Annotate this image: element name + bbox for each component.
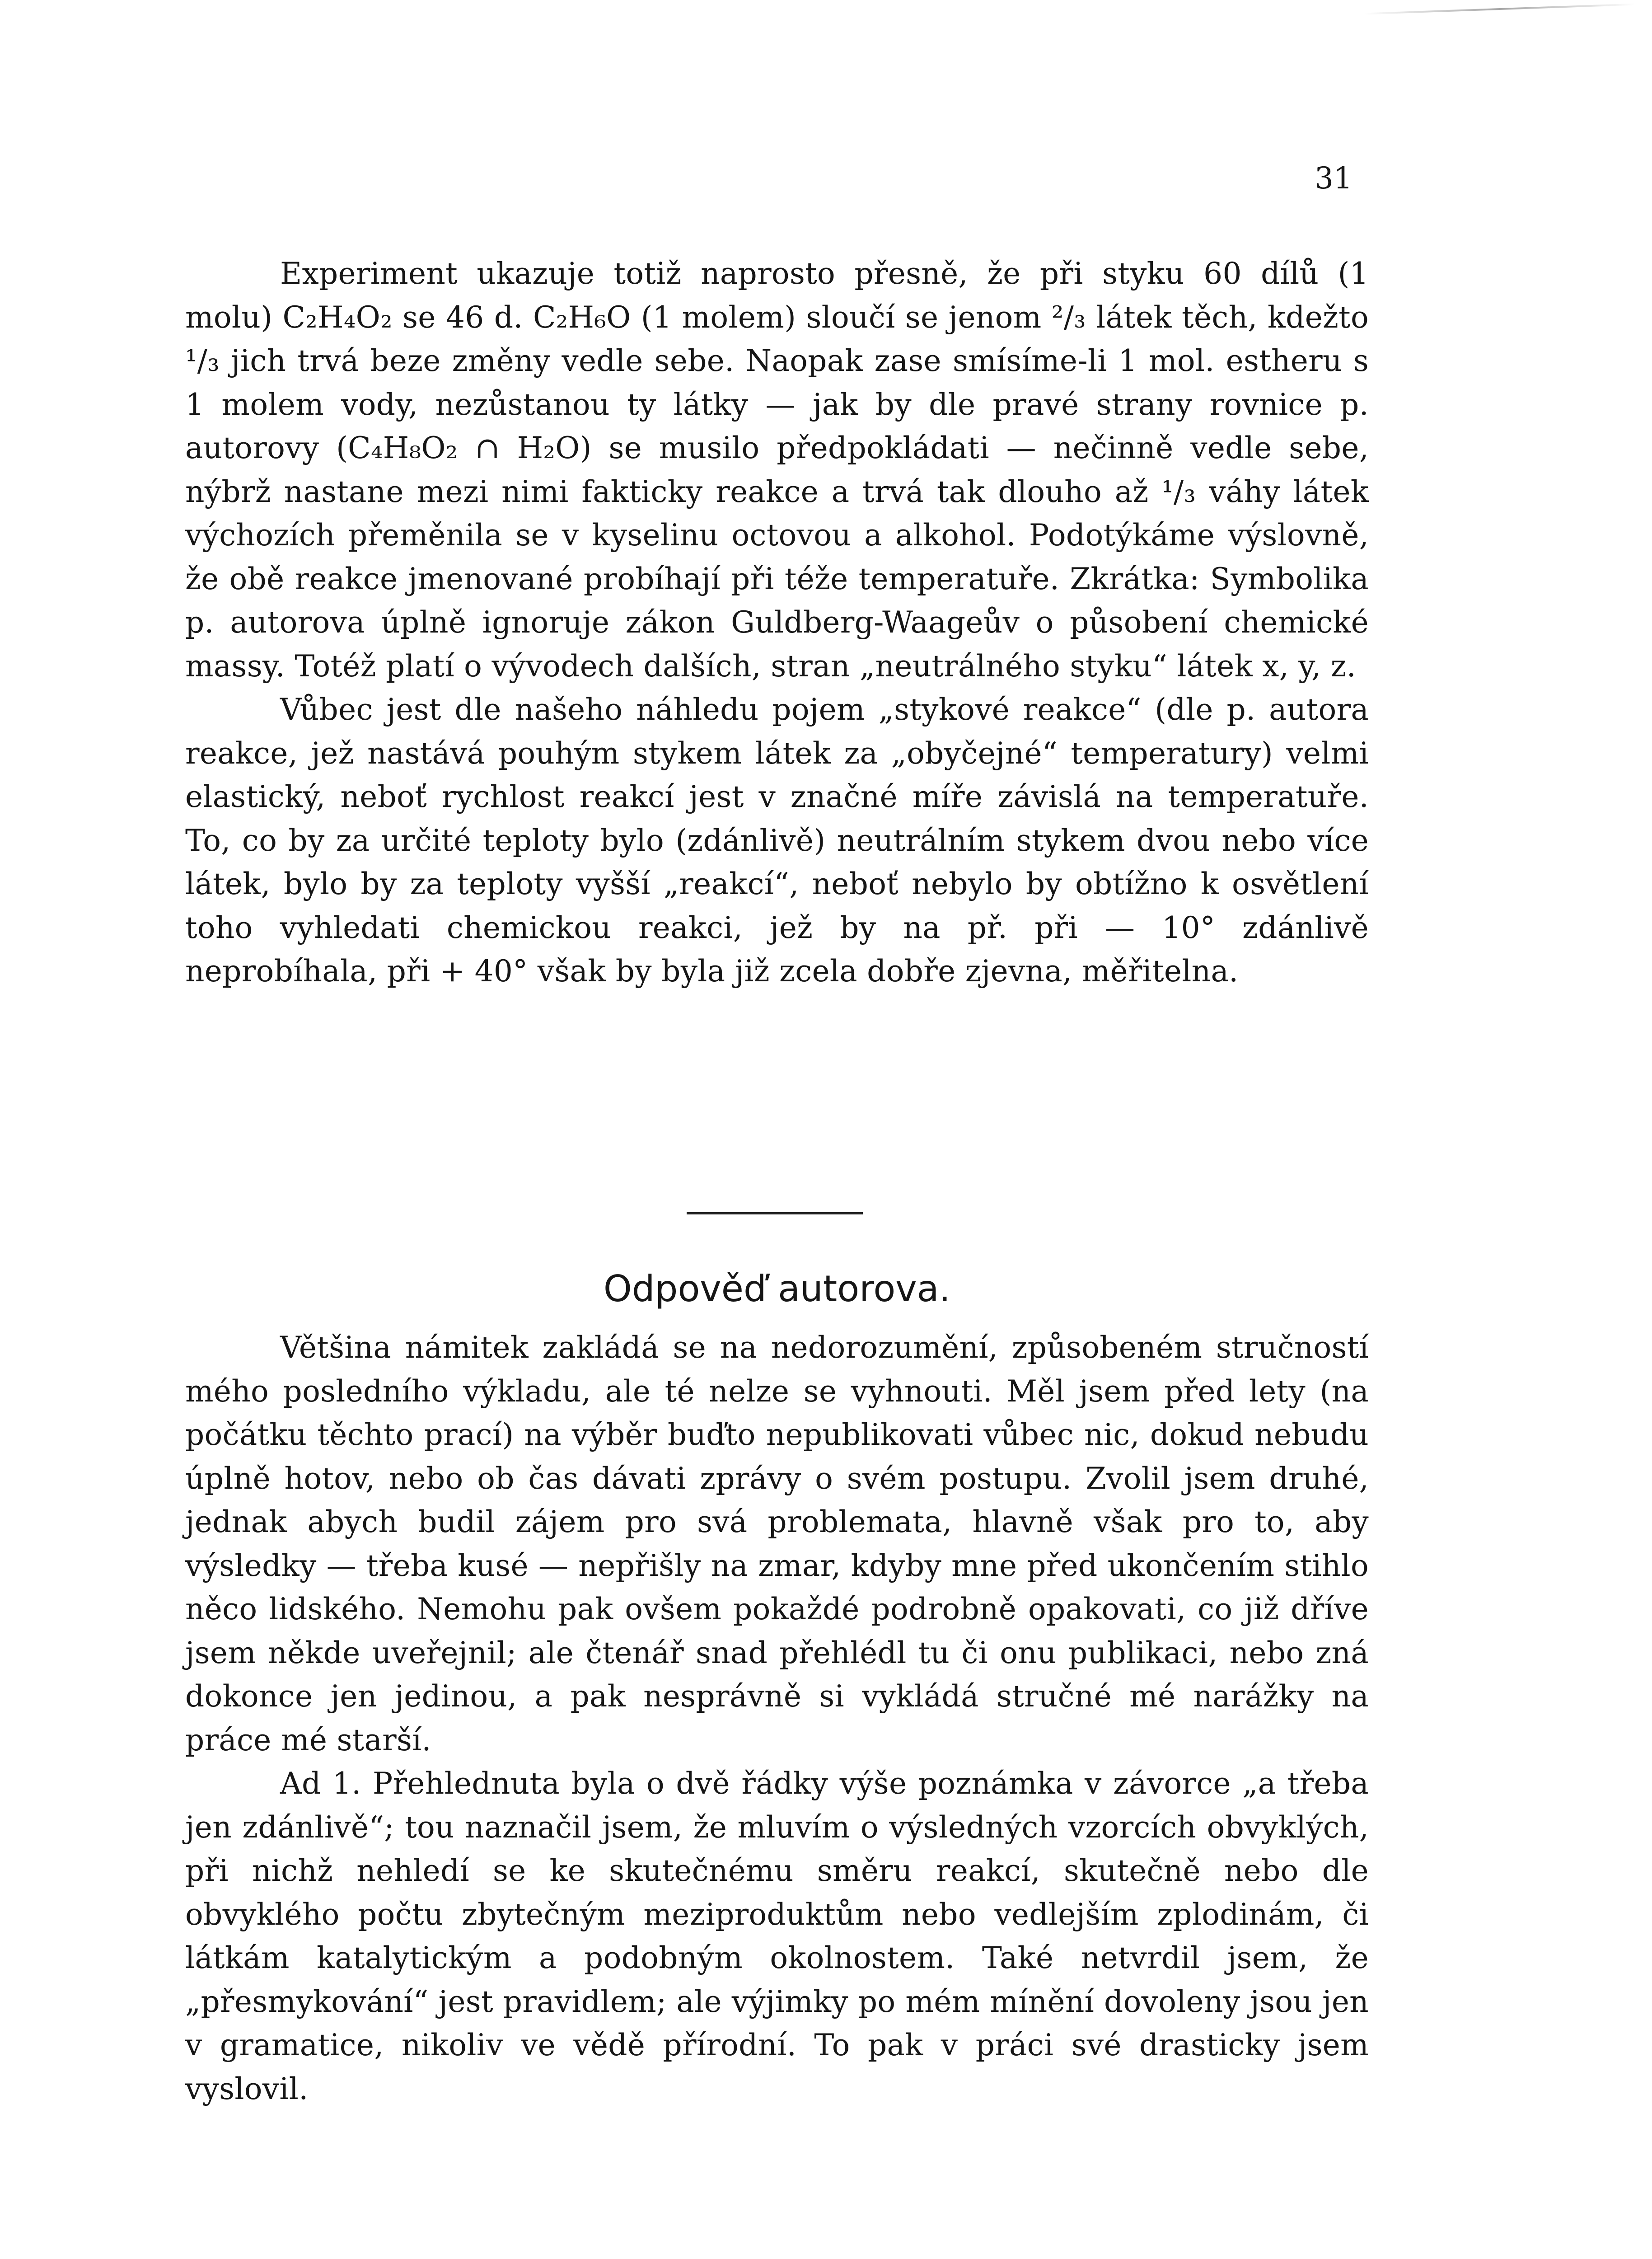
scan-edge-mark: [1364, 4, 1635, 15]
section-heading: Odpověď autorova.: [603, 1268, 951, 1310]
text-block-critique: [185, 252, 1369, 994]
section-separator: [687, 1212, 863, 1214]
page-number: 31: [1315, 161, 1352, 196]
paragraph-experiment: Experiment ukazuje totiž naprosto přesně, že při styku 60 dílů (1 molu) C₂H₄O₂ se 46 d. C₂H₆O (1 molem) sloučí se jenom ²/₃ látek těch, kdežto ¹/₃ jich trvá beze změny vedle sebe. Naopak zase smísíme-li 1 mol. estheru s 1 molem vody, nezůstanou ty látky — jak by dle pravé strany rovnice p. autorovy (C₄H₈O₂ ∩ H₂O) se musilo předpokládati — nečinně vedle sebe, nýbrž nastane mezi nimi fakticky reakce a trvá tak dlouho až ¹/₃ váhy látek výchozích přeměnila se v kyselinu octovou a alkohol. Podotýkáme výslovně, že obě reakce jmenované probíhají při téže temperatuře. Zkrátka: Symbolika p. autorova úplně ignoruje zákon Guldberg-Waageův o působení chemické massy. Totéž platí o vývodech dalších, stran „neutrálného styku“ látek x, y, z.: [185, 256, 1369, 684]
text-block-reply: [185, 1326, 1369, 2111]
paragraph-contact-reaction: Vůbec jest dle našeho náhledu pojem „stykové reakce“ (dle p. autora reakce, jež nastává pouhým stykem látek za „obyčejné“ temperatury) velmi elastický, neboť rychlost reakcí jest v značné míře závislá na temperatuře. To, co by za určité teploty bylo (zdánlivě) neutrálním stykem dvou nebo více látek, bylo by za teploty vyšší „reakcí“, neboť nebylo by obtížno k osvětlení toho vyhledati chemickou reakci, jež by na př. při — 10° zdánlivě neprobíhala, při + 40° však by byla již zcela dobře zjevna, měřitelna.: [185, 692, 1369, 989]
paragraph-ad-1: Ad 1. Přehlednuta byla o dvě řádky výše poznámka v závorce „a třeba jen zdánlivě“; tou naznačil jsem, že mluvím o výsledných vzorcích obvyklých, při nichž nehledí se ke skutečnému směru reakcí, skutečně nebo dle obvyklého počtu zbytečným meziproduktům nebo vedlejším zplodinám, či látkám katalytickým a podobným okolnostem. Také netvrdil jsem, že „přesmykování“ jest pravidlem; ale výjimky po mém mínění dovoleny jsou jen v gramatice, nikoliv ve vědě přírodní. To pak v práci své drasticky jsem vyslovil.: [185, 1766, 1369, 2106]
paragraph-misunderstanding: Většina námitek zakládá se na nedorozumění, způsobeném stručností mého posledního výkladu, ale té nelze se vyhnouti. Měl jsem před lety (na počátku těchto prací) na výběr buďto nepublikovati vůbec nic, dokud nebudu úplně hotov, nebo ob čas dávati zprávy o svém postupu. Zvolil jsem druhé, jednak abych budil zájem pro svá problemata, hlavně však pro to, aby výsledky — třeba kusé — nepřišly na zmar, kdyby mne před ukončením stihlo něco lidského. Nemohu pak ovšem pokaždé podrobně opakovati, co již dříve jsem někde uveřejnil; ale čtenář snad přehlédl tu či onu publikaci, nebo zná dokonce jen jedinou, a pak nesprávně si vykládá stručné mé narážky na práce mé starší.: [185, 1330, 1369, 1758]
